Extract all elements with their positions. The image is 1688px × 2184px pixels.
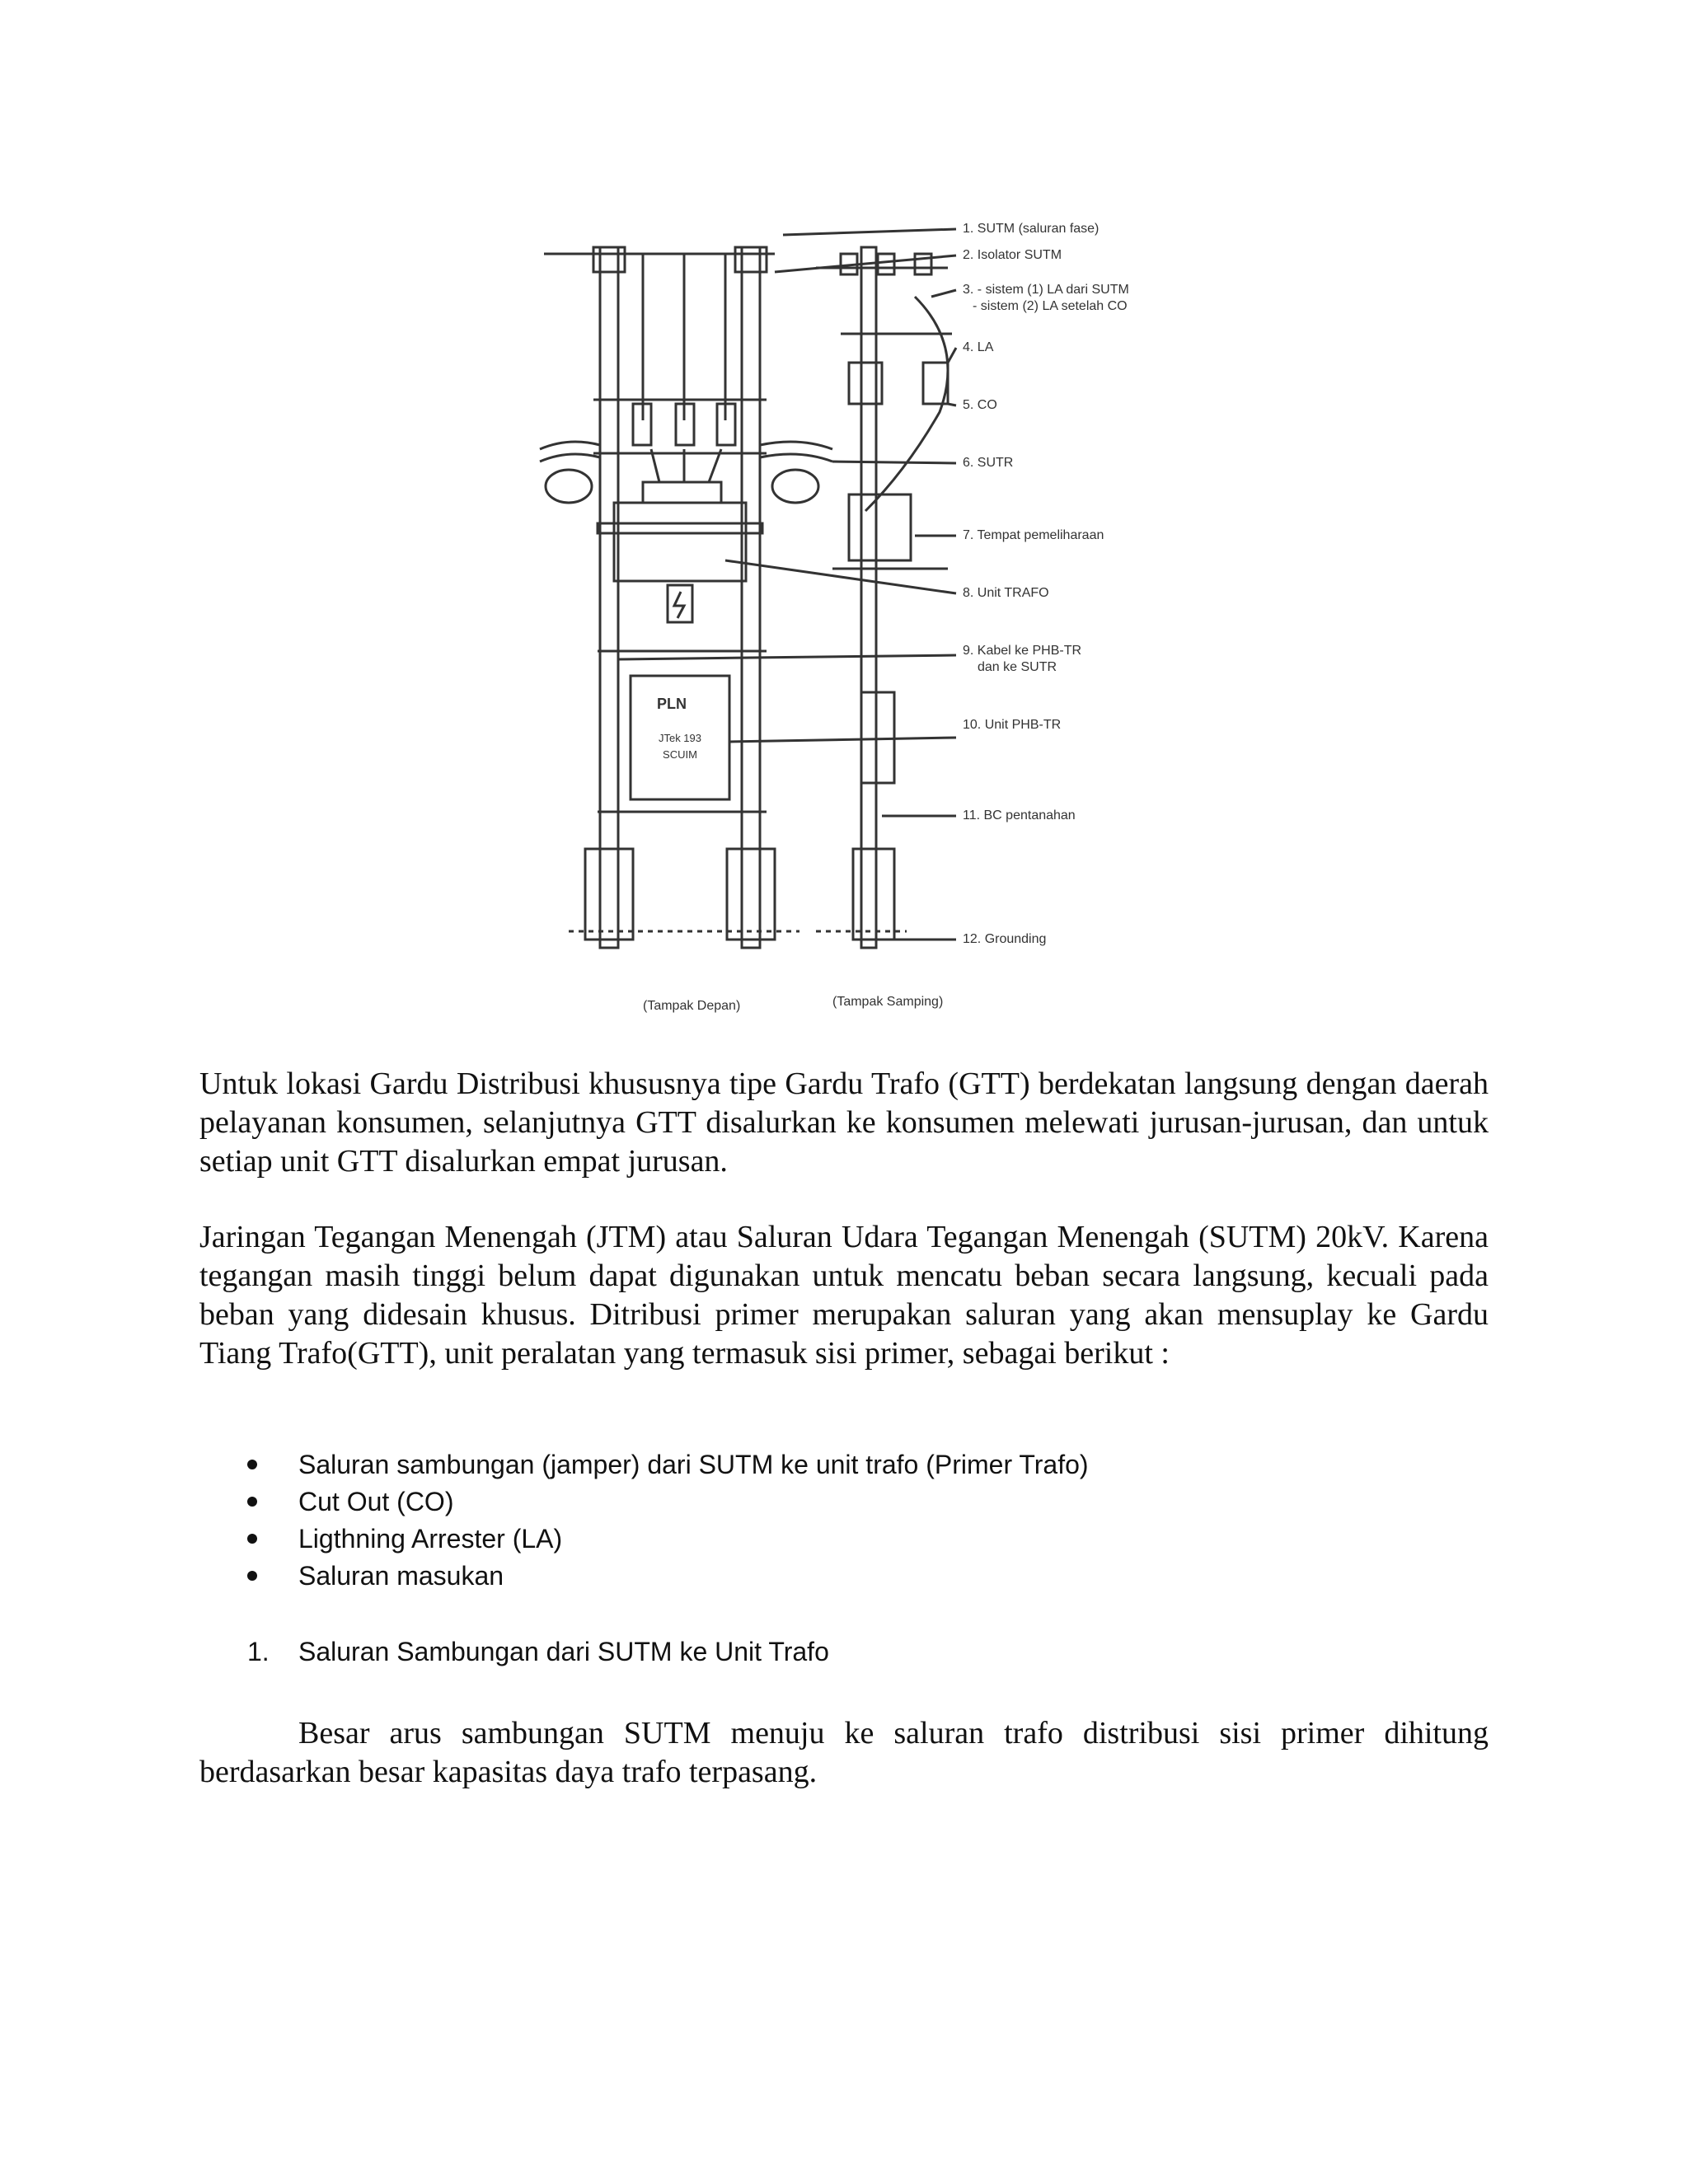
gtt-diagram-svg [536, 198, 1154, 1030]
label-12: 12. Grounding [963, 932, 1047, 946]
label-7: 7. Tempat pemeliharaan [963, 528, 1104, 542]
label-9b: dan ke SUTR [978, 660, 1057, 674]
list-item [247, 1446, 1484, 1483]
insulator-right [735, 247, 767, 272]
numbered-heading-text: Saluran Sambungan dari SUTM ke Unit Trafo [298, 1637, 829, 1666]
label-1: 1. SUTM (saluran fase) [963, 222, 1100, 236]
label-6: 6. SUTR [963, 456, 1014, 470]
primary-equipment-list [247, 1446, 1484, 1595]
insulator-left [593, 247, 625, 272]
label-3a: 3. - sistem (1) LA dari SUTM [963, 283, 1129, 297]
pole-side [861, 247, 876, 948]
list-item-text: Ligthning Arrester (LA) [298, 1524, 563, 1554]
list-item-text: Cut Out (CO) [298, 1487, 454, 1516]
list-item [247, 1558, 1484, 1595]
substation-diagram [536, 198, 1154, 1030]
label-9a: 9. Kabel ke PHB-TR [963, 644, 1082, 658]
label-8: 8. Unit TRAFO [963, 586, 1049, 600]
pole-left [600, 247, 618, 948]
paragraph-jtm: Jaringan Tegangan Menengah (JTM) atau Saluran Udara Tegangan Menengah (SUTM) 20kV. Karena tegangan masih tinggi belum dapat digunakan untuk mencatu beban secara langsung, kecuali pada beban yang didesain khusus. Ditribusi primer merupakan saluran yang akan mensuplay ke Gardu Tiang Trafo(GTT), unit peralatan yang termasuk sisi primer, sebagai berikut : [199, 1220, 1489, 1371]
box-sub1: JTek 193 [658, 732, 702, 744]
label-4: 4. LA [963, 340, 994, 354]
view-side-caption: (Tampak Samping) [832, 995, 944, 1009]
warning-sign [668, 585, 692, 622]
list-item [247, 1521, 1484, 1558]
numbered-heading-number: 1. [247, 1637, 270, 1666]
bullet-icon [247, 1571, 257, 1581]
transformer-unit [614, 503, 746, 581]
list-item-text: Saluran masukan [298, 1561, 504, 1591]
label-5: 5. CO [963, 398, 997, 412]
label-10: 10. Unit PHB-TR [963, 718, 1062, 732]
box-sub2: SCUIM [663, 748, 697, 761]
box-title: PLN [657, 696, 687, 712]
label-3b: - sistem (2) LA setelah CO [973, 299, 1128, 313]
paragraph-gtt-location: Untuk lokasi Gardu Distribusi khususnya tipe Gardu Trafo (GTT) berdekatan langsung dengan daerah pelayanan konsumen, selanjutnya GTT disalurkan ke konsumen melewati jurusan-jurusan, dan untuk setiap unit GTT disalurkan empat jurusan. [199, 1066, 1489, 1179]
list-item [247, 1483, 1484, 1521]
pole-right [742, 247, 760, 948]
transformer-side [849, 494, 911, 560]
bullet-icon [247, 1460, 257, 1469]
label-11: 11. BC pentanahan [963, 808, 1076, 823]
bullet-icon [247, 1534, 257, 1544]
view-front-caption: (Tampak Depan) [643, 999, 741, 1013]
paragraph-current-calc: Besar arus sambungan SUTM menuju ke saluran trafo distribusi sisi primer dihitung berdasarkan besar kapasitas daya trafo terpasang. [199, 1716, 1489, 1789]
numbered-heading [247, 1633, 1484, 1671]
label-2: 2. Isolator SUTM [963, 248, 1062, 262]
list-item-text: Saluran sambungan (jamper) dari SUTM ke unit trafo (Primer Trafo) [298, 1450, 1089, 1479]
bullet-icon [247, 1497, 257, 1507]
